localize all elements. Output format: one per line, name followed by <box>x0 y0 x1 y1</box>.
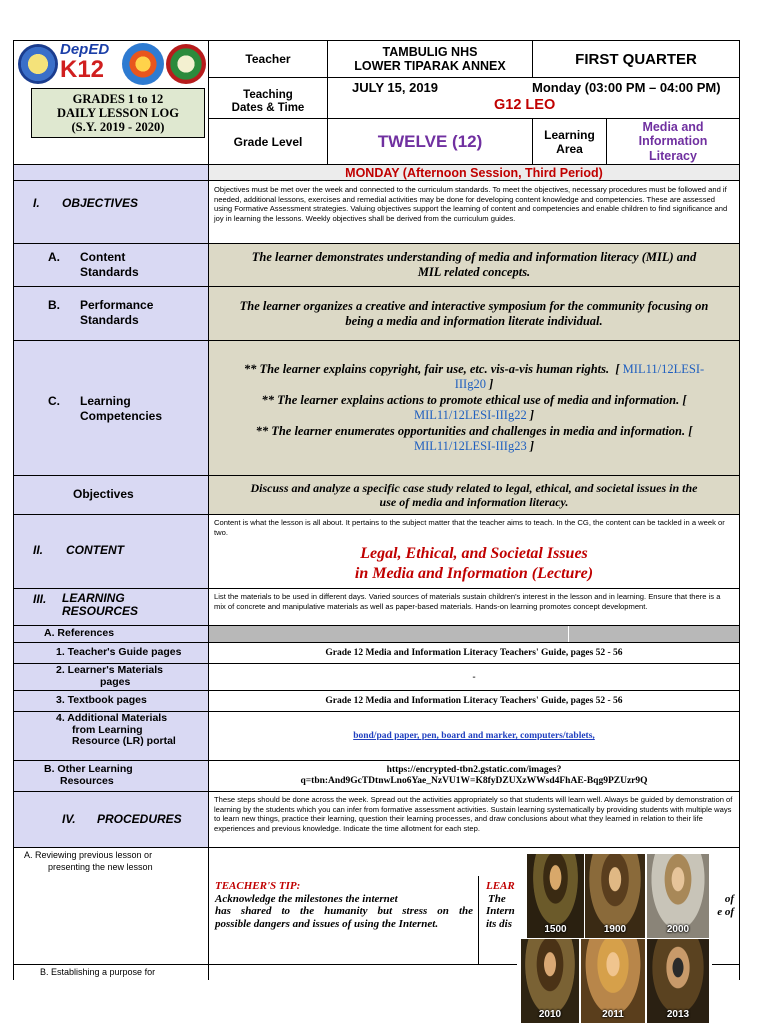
performance-standards-letter: B. <box>48 298 60 312</box>
lesson-log-title-box <box>31 88 205 138</box>
additional-materials-label: 4. Additional Materials from Learning Resource (LR) portal <box>56 712 176 747</box>
school-seal-logo <box>166 44 206 84</box>
school-name: TAMBULIG NHS LOWER TIPARAK ANNEX <box>354 45 506 73</box>
teachers-tip: TEACHER'S TIP: Acknowledge the milestones the internet has shared to the humanity but stress on the possible dangers and issues of using the Internet. <box>215 880 473 930</box>
other-resources-value[interactable]: https://encrypted-tbn2.gstatic.com/images? q=tbn:And9GcTDtnwLno6Yae_NzVU1W=K8fyDZUXzWWsd4FhAE-Bqg9PZUzr9Q <box>300 765 648 786</box>
review-label: A. Reviewing previous lesson or presenting the new lesson <box>24 850 153 872</box>
other-resources-label: B. Other Learning Resources <box>44 763 133 787</box>
learners-tip: LEAR The Intern its dis <box>486 880 515 930</box>
competency-1: ** The learner explains copyright, fair use, etc. vis-a-vis human rights. [ MIL11/12LESI-IIIg20 ] <box>243 361 705 391</box>
objectives-row-label: Objectives <box>73 487 134 501</box>
mona-lisa-2010-image: 2010 <box>521 939 579 1023</box>
objectives-description: Objectives must be met over the week and connected to the curriculum standards. To meet the objectives, necessary procedures must be followed and if needed, additional lessons, exercises and remedial activities may be done for developing content knowledge and competencies. These are assessed using Formative Assessment strategies. Valuing objectives support the learning of content and competencies and enable children to find significance and joy in learning the lessons. Weekly objectives shall be derived from the curriculum guides. <box>214 185 728 223</box>
resources-description: List the materials to be used in different days. Varied sources of materials sustain children's interest in the lesson and in learning. Ensure that there is a mix of concrete and manipulative materials as well as paper-based materials. Hands-on learning promotes concept development. <box>214 592 721 611</box>
content-title: CONTENT <box>66 543 124 557</box>
section-name: G12 LEO <box>494 97 556 113</box>
mona-lisa-2000-image: 2000 <box>647 854 709 938</box>
performance-standards-label: Performance Standards <box>80 298 154 327</box>
content-standards-letter: A. <box>48 250 60 264</box>
performance-standards-text: The learner organizes a creative and interactive symposium for the community focusing on being a media and information literate individual. <box>209 287 739 340</box>
teachers-tip-title: TEACHER'S TIP: <box>215 880 301 892</box>
additional-materials-value <box>209 712 739 760</box>
tg-value: Grade 12 Media and Information Literacy Teachers' Guide, pages 52 - 56 <box>325 648 623 658</box>
teaching-date: JULY 15, 2019 <box>352 80 439 95</box>
content-number: II. <box>33 543 44 557</box>
mona-lisa-1900-image: 1900 <box>585 854 645 938</box>
mona-lisa-1500-image: 1500 <box>527 854 584 938</box>
dates-label: Teaching Dates & Time <box>231 89 305 114</box>
session-title: MONDAY (Afternoon Session, Third Period) <box>209 165 739 180</box>
lm-value: - <box>472 671 476 683</box>
deped-k12-logo: DepED K12 <box>60 41 110 83</box>
learning-area-value: Media and Information Literacy <box>638 119 708 163</box>
quarter-label: FIRST QUARTER <box>575 50 697 68</box>
logo-row <box>18 42 208 86</box>
references-bar <box>209 626 739 642</box>
additional-materials-link[interactable]: bond/pad paper, pen, board and marker, computers/tablets, <box>353 731 595 741</box>
content-topic: Legal, Ethical, and Societal Issues in Media and Information (Lecture) <box>354 545 594 582</box>
objectives-title: OBJECTIVES <box>62 196 139 210</box>
textbook-value: Grade 12 Media and Information Literacy Teachers' Guide, pages 52 - 56 <box>325 696 623 706</box>
competencies-list <box>209 341 739 475</box>
objectives-row-text: Discuss and analyze a specific case study related to legal, ethical, and societal issues in the use of media and information literacy. <box>209 476 739 514</box>
competencies-label: Learning Competencies <box>80 394 163 423</box>
deped-seal-logo <box>18 44 58 84</box>
resources-title: LEARNING RESOURCES <box>62 591 139 618</box>
content-standards-label: Content Standards <box>80 250 139 279</box>
competency-3: ** The learner enumerates opportunities and challenges in media and information. [ MIL11/12LESI-IIIg23 ] <box>255 423 693 453</box>
competency-code-3[interactable]: MIL11/12LESI-IIIg23 <box>413 439 527 453</box>
competency-code-2[interactable]: MIL11/12LESI-IIIg22 <box>413 408 527 422</box>
title-sy: (S.Y. 2019 - 2020) <box>71 120 165 134</box>
content-description: Content is what the lesson is all about. It pertains to the subject matter that the teacher aims to teach. In the CG, the content can be tackled in a week or two. <box>214 518 725 537</box>
division-seal-logo <box>122 43 164 85</box>
procedures-description: These steps should be done across the week. Spread out the activities appropriately so that students will learn well. Always be guided by demonstration of learning by the students which you can infer from formative assessment activities. Sustain learning systematically by providing students with multiple ways to learn new things, practice their learning, question their learning processes, and draw conclusions about what they learned in relation to their life experiences and previous knowledge. Indicate the time allotment for each step. <box>214 795 733 833</box>
teacher-label: Teacher <box>245 52 291 66</box>
objectives-cell <box>14 181 208 243</box>
lm-label: 2. Learner's Materials pages <box>56 664 163 688</box>
establishing-label: B. Establishing a purpose for <box>40 967 156 977</box>
tg-label: 1. Teacher's Guide pages <box>56 646 182 658</box>
procedures-title: PROCEDURES <box>97 812 182 826</box>
procedures-number: IV. <box>62 812 76 826</box>
competencies-letter: C. <box>48 394 60 408</box>
title-grades: GRADES 1 to 12 <box>72 92 164 106</box>
resources-number: III. <box>33 592 47 606</box>
textbook-label: 3. Textbook pages <box>56 694 147 706</box>
mona-lisa-collage <box>517 853 712 1024</box>
title-dll: DAILY LESSON LOG <box>56 106 180 120</box>
mona-lisa-2011-image: 2011 <box>581 939 645 1023</box>
objectives-number: I. <box>33 196 40 210</box>
teaching-time: Monday (03:00 PM – 04:00 PM) <box>532 80 721 95</box>
learners-tip-right: of e of <box>717 893 734 918</box>
content-standards-text: The learner demonstrates understanding of media and information literacy (MIL) and MIL related concepts. <box>209 244 739 286</box>
grade-level-value: TWELVE (12) <box>377 131 483 151</box>
competency-2: ** The learner explains actions to promote ethical use of media and information. [ MIL11/12LESI-IIIg22 ] <box>261 392 687 422</box>
mona-lisa-2013-image: 2013 <box>647 939 709 1023</box>
learning-area-label: Learning Area <box>544 127 595 156</box>
references-label: A. References <box>44 627 115 639</box>
session-left-cell <box>14 165 208 180</box>
competency-code-1[interactable]: MIL11/12LESI-IIIg20 <box>454 361 705 391</box>
grade-level-label: Grade Level <box>233 134 303 149</box>
